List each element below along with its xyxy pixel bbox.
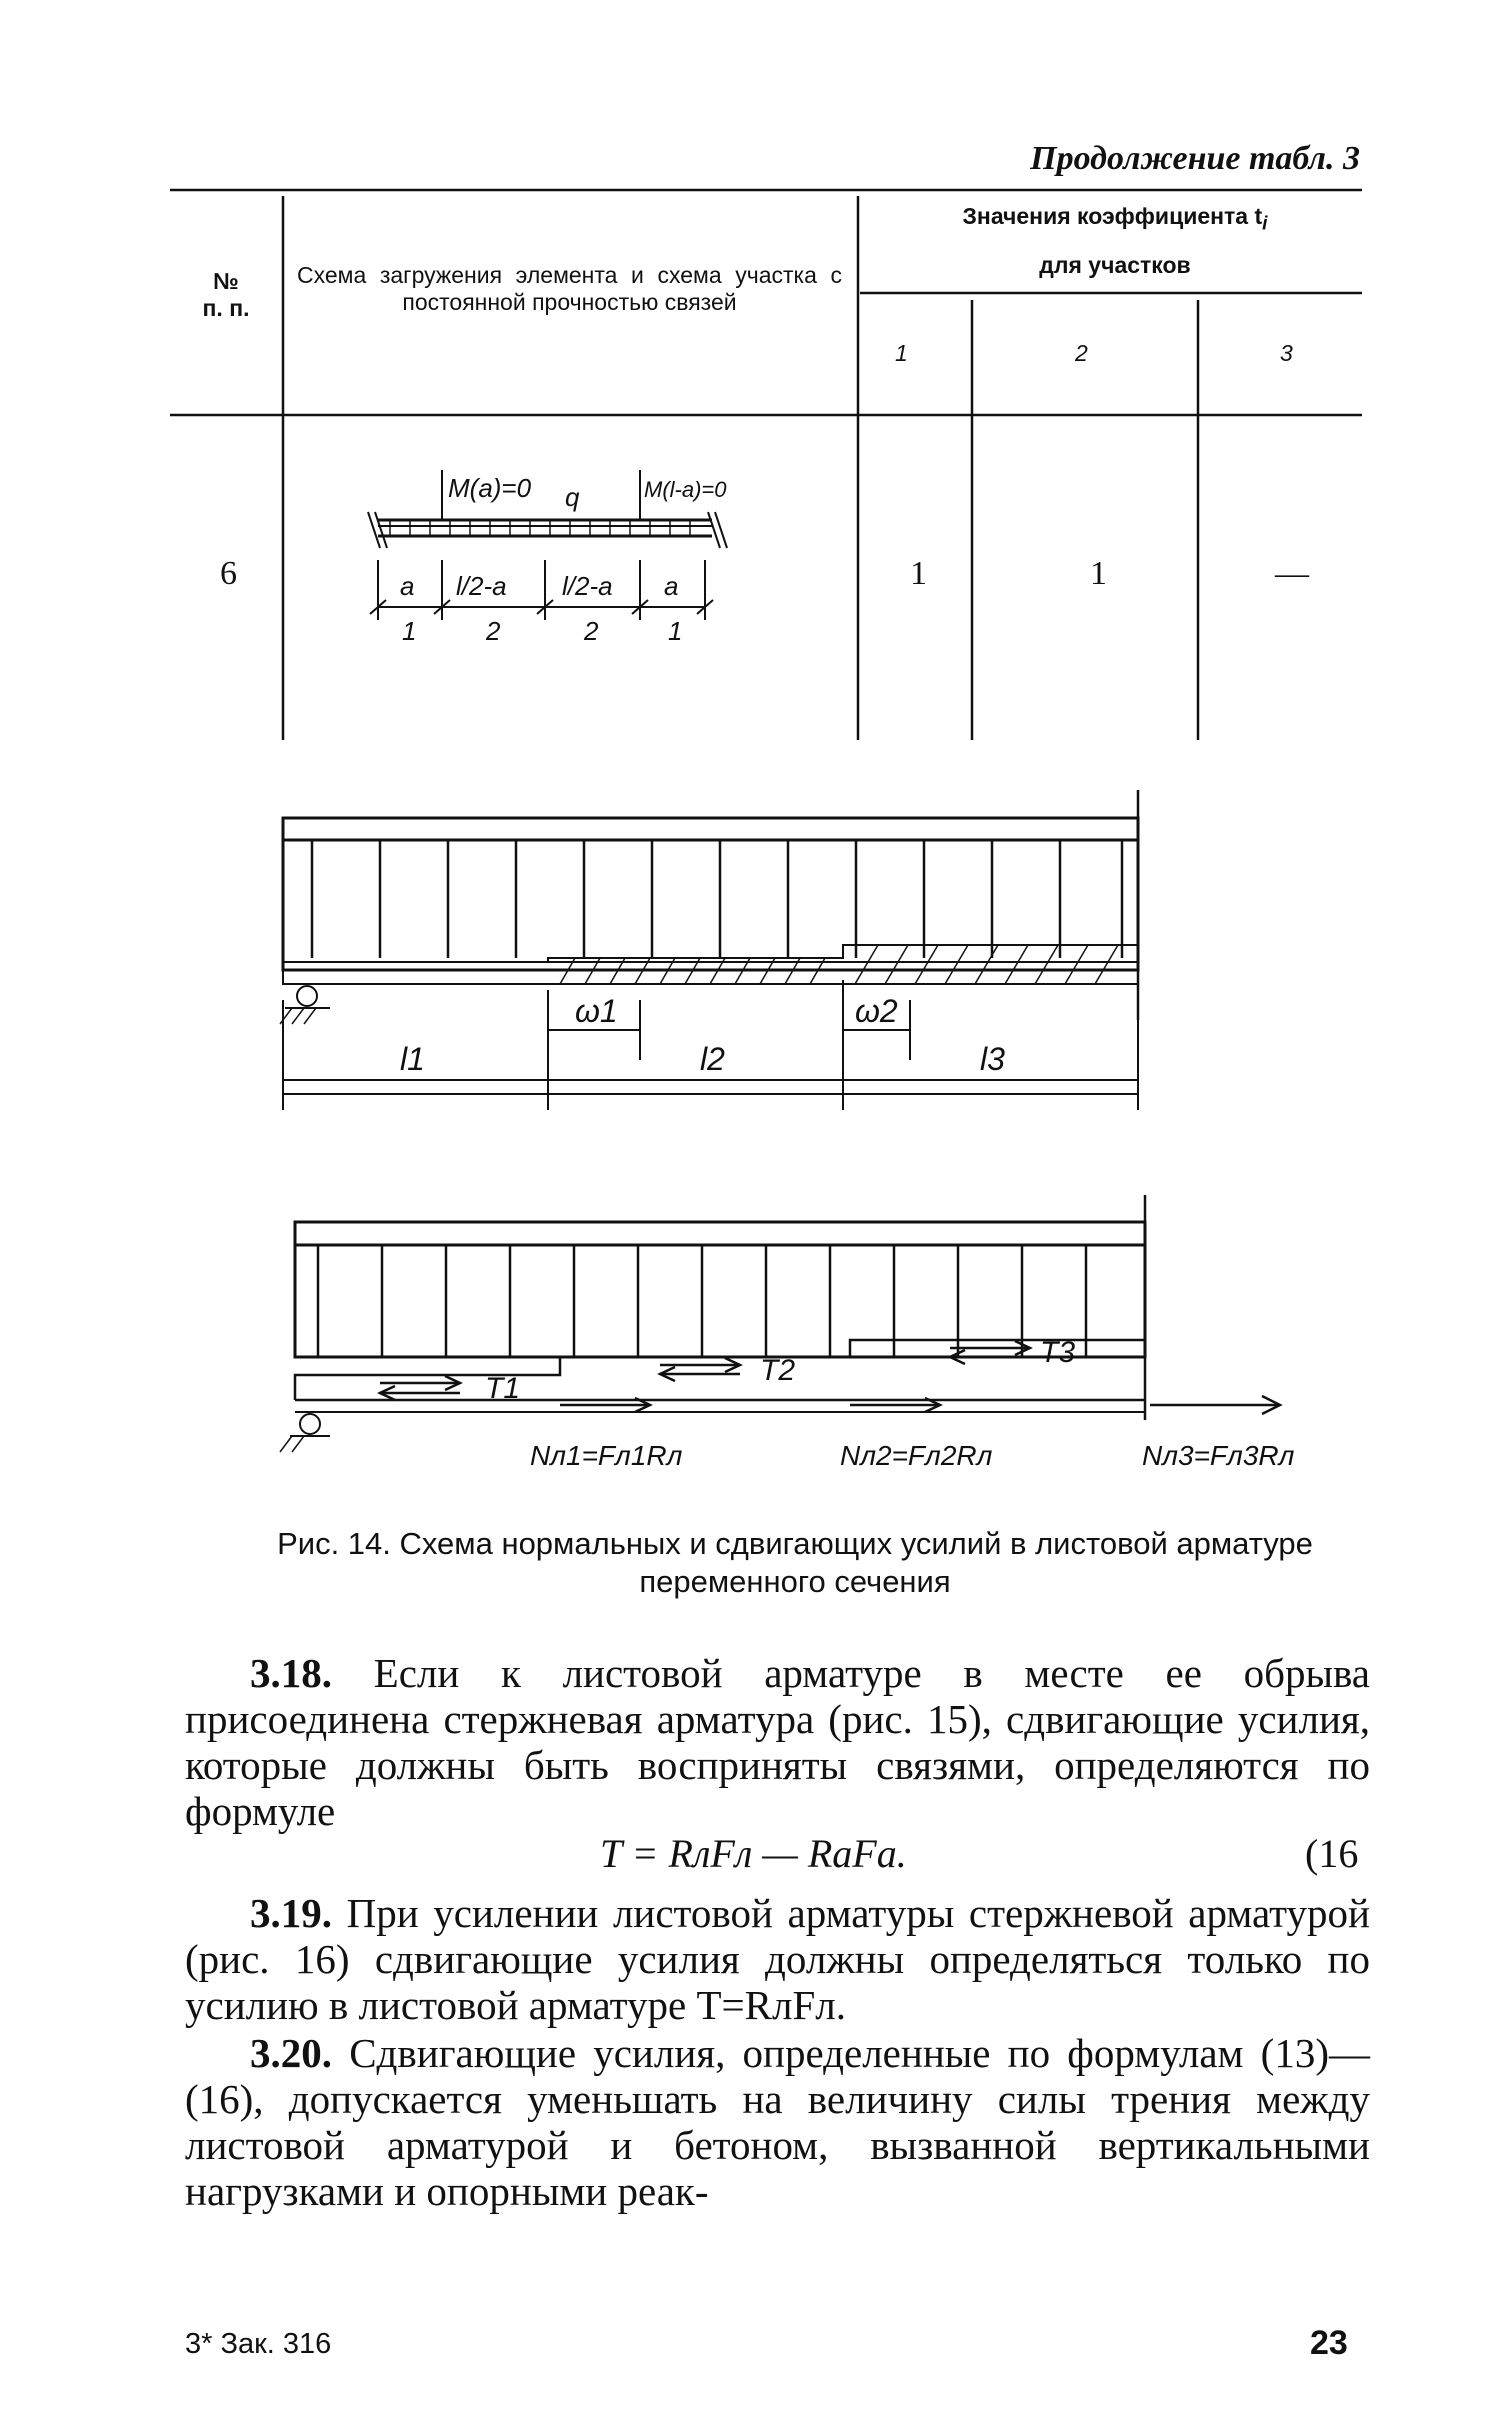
paragraph-3-18-number: 3.18. [250, 1650, 332, 1696]
paragraph-3-20-number: 3.20. [250, 2030, 332, 2076]
paragraph-3-19-number: 3.19. [250, 1890, 332, 1936]
table-subcol-1: 1 [895, 340, 908, 366]
figure-caption: Рис. 14. Схема нормальных и сдвигающих усилий в листовой арматуре переменного сечения [277, 1526, 1313, 1599]
fig-n1-label: Nл1=Fл1Rл [530, 1440, 683, 1471]
scheme6-dim-l2a2: l/2-a [562, 571, 613, 601]
col-values-title: Значения коэффициента t [962, 203, 1263, 229]
fig-n2-label: Nл2=Fл2Rл [840, 1440, 993, 1471]
scheme6-m-left-label: M(a)=0 [448, 473, 532, 503]
fig-l2-label: l2 [700, 1041, 725, 1077]
figure14-bottom-diagram [280, 1195, 1280, 1452]
table-row-value-2: 1 [1090, 555, 1107, 592]
paragraph-3-18-text: Если к листовой арматуре в месте ее обрыва присоединена стержневая арматура (рис. 15), сдвигающие усилия, которые должны быть восприняты связями, определяются по формуле [185, 1650, 1371, 1834]
scheme6-zone-2b: 2 [584, 616, 599, 646]
page-number: 23 [1310, 2324, 1348, 2362]
fig-l1-label: l1 [400, 1041, 425, 1077]
table-subcol-3: 3 [1280, 340, 1293, 366]
table-row-num: 6 [220, 555, 237, 592]
scheme6-zone-2a: 2 [486, 616, 501, 646]
col-num-symbol: № [213, 268, 239, 294]
fig-omega1-label: ω1 [575, 993, 618, 1029]
fig-t3-label: T3 [1040, 1336, 1076, 1369]
table-continuation-title: Продолжение табл. 3 [1030, 140, 1360, 177]
fig-t2-label: T2 [760, 1354, 796, 1387]
paragraph-3-18 [185, 1650, 1370, 1834]
fig-omega2-label: ω2 [855, 993, 898, 1029]
paragraph-3-19 [185, 1890, 1370, 2028]
table-col-values-subheader: для участков [1039, 252, 1191, 278]
paragraph-3-20 [185, 2030, 1370, 2214]
footer-order-number: 3* Зак. 316 [185, 2328, 332, 2360]
scheme6-dim-a2: a [664, 571, 679, 601]
table-col-values-header [880, 203, 1350, 238]
table-row-value-1: 1 [910, 555, 927, 592]
table-subcol-2: 2 [1075, 340, 1088, 366]
table-row-value-3: — [1275, 555, 1309, 592]
paragraph-3-20-text: Сдвигающие усилия, определенные по формулам (13)—(16), допускается уменьшать на величину силы трения между листовой арматурой и бетоном, вызванной вертикальными нагрузками и опорными реак- [185, 2030, 1370, 2214]
scheme6-dim-l2a1: l/2-a [456, 571, 507, 601]
formula-16: T = RлFл — RаFа. [600, 1831, 907, 1876]
formula-16-number: (16 [1305, 1831, 1359, 1876]
scheme6-dim-a1: a [400, 571, 415, 601]
scheme6-zone-1: 1 [402, 616, 417, 646]
col-values-subscript: i [1262, 213, 1268, 235]
table-col-scheme-header: Схема загружения элемента и схема участка с постоянной прочностью связей [297, 262, 842, 315]
paragraph-3-19-text: При усилении листовой арматуры стержневой арматурой (рис. 16) сдвигающие усилия должны определяться только по усилию в листовой арматуре T=RлFл. [185, 1890, 1371, 2028]
scheme6-m-right-label: M(l-a)=0 [644, 477, 727, 502]
fig-l3-label: l3 [980, 1041, 1005, 1077]
fig-t1-label: T1 [485, 1372, 521, 1405]
col-num-abbr: п. п. [202, 295, 250, 321]
scheme6-q-label: q [565, 482, 580, 512]
scheme6-zone-1b: 1 [668, 616, 683, 646]
table-col-num-header [176, 268, 276, 322]
fig-n3-label: Nл3=Fл3Rл [1142, 1440, 1295, 1471]
